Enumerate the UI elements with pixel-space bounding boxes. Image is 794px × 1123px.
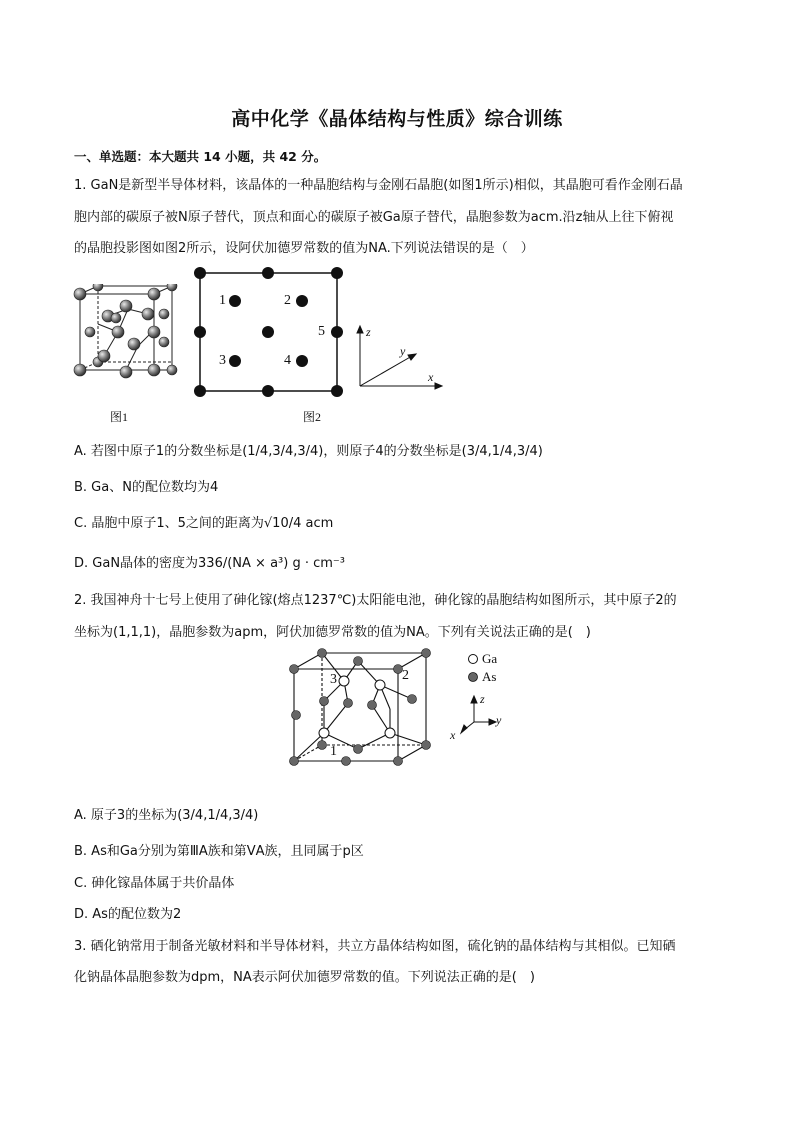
q2-line-1: 2. 我国神舟十七号上使用了砷化镓(熔点1237℃)太阳能电池，砷化镓的晶胞结构如图所示，其中原子2的 — [74, 593, 677, 608]
figure-2-caption: 图2 — [303, 410, 322, 424]
section-heading: 一、单选题：本大题共 14 小题，共 42 分。 — [74, 149, 327, 164]
legend-as: As — [482, 669, 497, 684]
q1-option-a: A. 若图中原子1的分数坐标是(1/4,3/4,3/4)，则原子4的分数坐标是(3/4,1/4,3/4) — [74, 444, 543, 459]
fig2-label-3: 3 — [219, 353, 226, 368]
fig2-label-4: 4 — [284, 353, 291, 368]
q1-axis-y: y — [400, 344, 406, 358]
q2-line-2: 坐标为(1,1,1)，晶胞参数为apm，阿伏加德罗常数的值为NA。下列有关说法正确的是( ) — [74, 625, 591, 640]
figure-gaas-cell — [286, 645, 436, 771]
q1-axis-z: z — [366, 325, 371, 339]
figure-2-projection — [190, 264, 350, 404]
q1-option-d: D. GaN晶体的密度为336/(NA × a³) g · cm⁻³ — [74, 556, 345, 571]
q1-option-b: B. Ga、N的配位数均为4 — [74, 480, 219, 495]
q1-line-1: 1. GaN是新型半导体材料，该晶体的一种晶胞结构与金刚石晶胞(如图1所示)相似，其晶胞可看作金刚石晶 — [74, 178, 683, 193]
q2-option-a: A. 原子3的坐标为(3/4,1/4,3/4) — [74, 808, 259, 823]
q1-line-3: 的晶胞投影图如图2所示，设阿伏加德罗常数的值为NA.下列说法错误的是（ ） — [74, 241, 534, 256]
fig2-label-2: 2 — [284, 293, 291, 308]
q2-axis-x: x — [450, 728, 456, 742]
gaas-label-3: 3 — [330, 672, 337, 687]
gaas-label-1: 1 — [330, 744, 337, 759]
figure-1-caption: 图1 — [110, 410, 129, 424]
figure-1-diamond-cell — [68, 284, 180, 404]
q3-line-1: 3. 硒化钠常用于制备光敏材料和半导体材料，共立方晶体结构如图，硫化钠的晶体结构与其相似。已知硒 — [74, 939, 676, 954]
q2-axis-y: y — [496, 713, 502, 727]
q2-option-d: D. As的配位数为2 — [74, 907, 182, 922]
fig2-label-1: 1 — [219, 293, 226, 308]
legend-ga: Ga — [482, 651, 498, 666]
q3-line-2: 化钠晶体晶胞参数为dpm，NA表示阿伏加德罗常数的值。下列说法正确的是( ) — [74, 970, 535, 985]
q2-option-b: B. As和Ga分别为第ⅢA族和第ⅤA族，且同属于p区 — [74, 844, 364, 859]
gaas-label-2: 2 — [402, 668, 409, 683]
fig2-label-5: 5 — [318, 324, 325, 339]
page-title: 高中化学《晶体结构与性质》综合训练 — [231, 108, 563, 130]
q2-axis-z: z — [480, 692, 485, 706]
q1-option-c: C. 晶胞中原子1、5之间的距离为√10/4 acm — [74, 516, 334, 531]
q1-axis-x: x — [428, 370, 434, 384]
legend-markers — [466, 652, 480, 686]
q2-option-c: C. 砷化镓晶体属于共价晶体 — [74, 876, 235, 891]
q1-line-2: 胞内部的碳原子被N原子替代，顶点和面心的碳原子被Ga原子替代，晶胞参数为acm.沿z轴从上往下俯视 — [74, 210, 674, 225]
